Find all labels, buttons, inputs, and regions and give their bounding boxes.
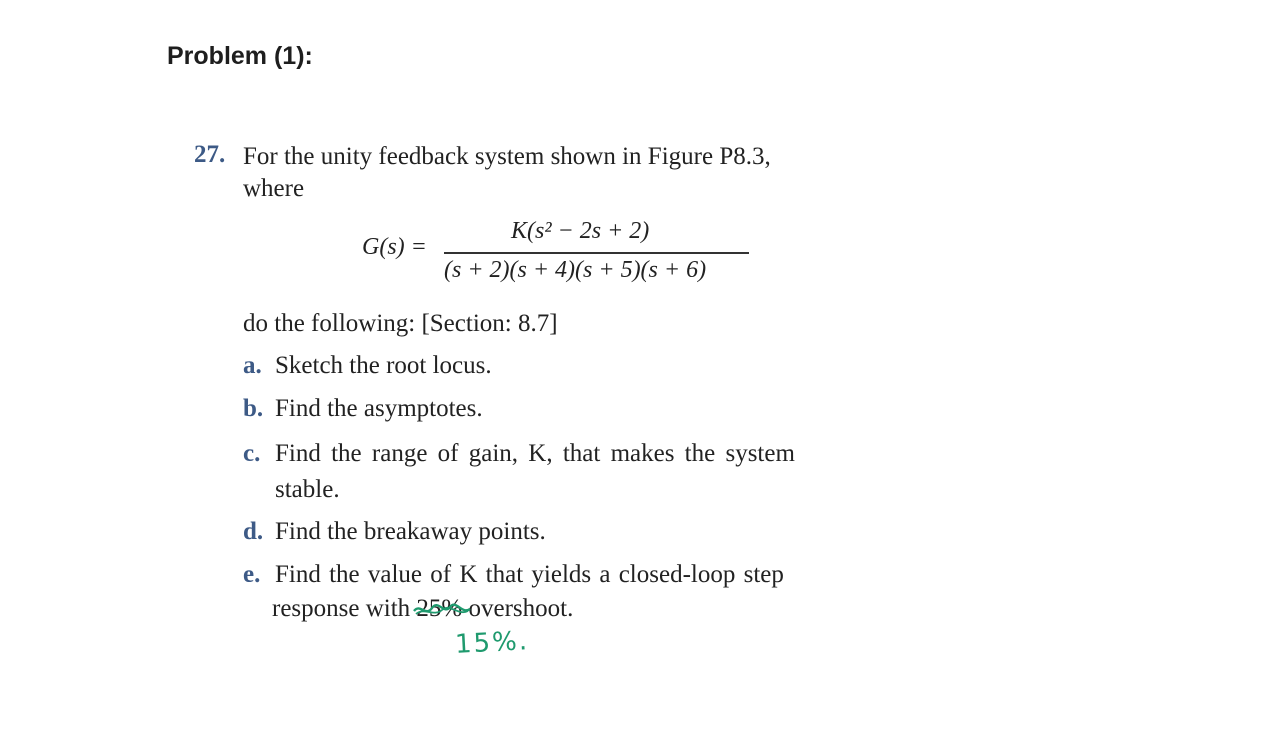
problem-number: 27.	[194, 141, 226, 168]
item-c-label: c.	[243, 440, 261, 467]
item-d-text: Find the breakaway points.	[275, 518, 546, 545]
fraction-bar	[444, 252, 749, 254]
handwritten-correction: 15%.	[454, 626, 530, 660]
item-a-text: Sketch the root locus.	[275, 352, 492, 379]
problem-intro-line1: For the unity feedback system shown in Figure P8.3,	[243, 143, 771, 170]
item-a-label: a.	[243, 352, 262, 379]
struck-value-text: 25%	[416, 595, 463, 622]
equation-lhs: G(s) =	[362, 234, 427, 260]
problem-heading: Problem (1):	[167, 42, 313, 70]
item-e-label: e.	[243, 561, 261, 588]
struck-value	[416, 595, 462, 623]
equation-numerator: K(s² − 2s + 2)	[511, 218, 650, 244]
item-c-text-line1: Find the range of gain, K, that makes the system	[275, 440, 795, 467]
problem-intro-line2: where	[243, 175, 305, 202]
item-d-label: d.	[243, 518, 264, 545]
item-c-text-line2: stable.	[275, 476, 340, 503]
equation-denominator: (s + 2)(s + 4)(s + 5)(s + 6)	[444, 257, 707, 283]
item-b-text: Find the asymptotes.	[275, 395, 483, 422]
item-e-text-line2-prefix: response with	[272, 595, 411, 622]
instruction-text: do the following: [Section: 8.7]	[243, 310, 558, 337]
item-e-text-line1: Find the value of K that yields a closed-loop step	[275, 561, 784, 588]
item-e-text-line2-suffix: overshoot.	[468, 595, 574, 622]
strikethrough-scribble-icon	[412, 599, 474, 621]
item-b-label: b.	[243, 395, 264, 422]
item-e-text-line2	[272, 595, 573, 623]
